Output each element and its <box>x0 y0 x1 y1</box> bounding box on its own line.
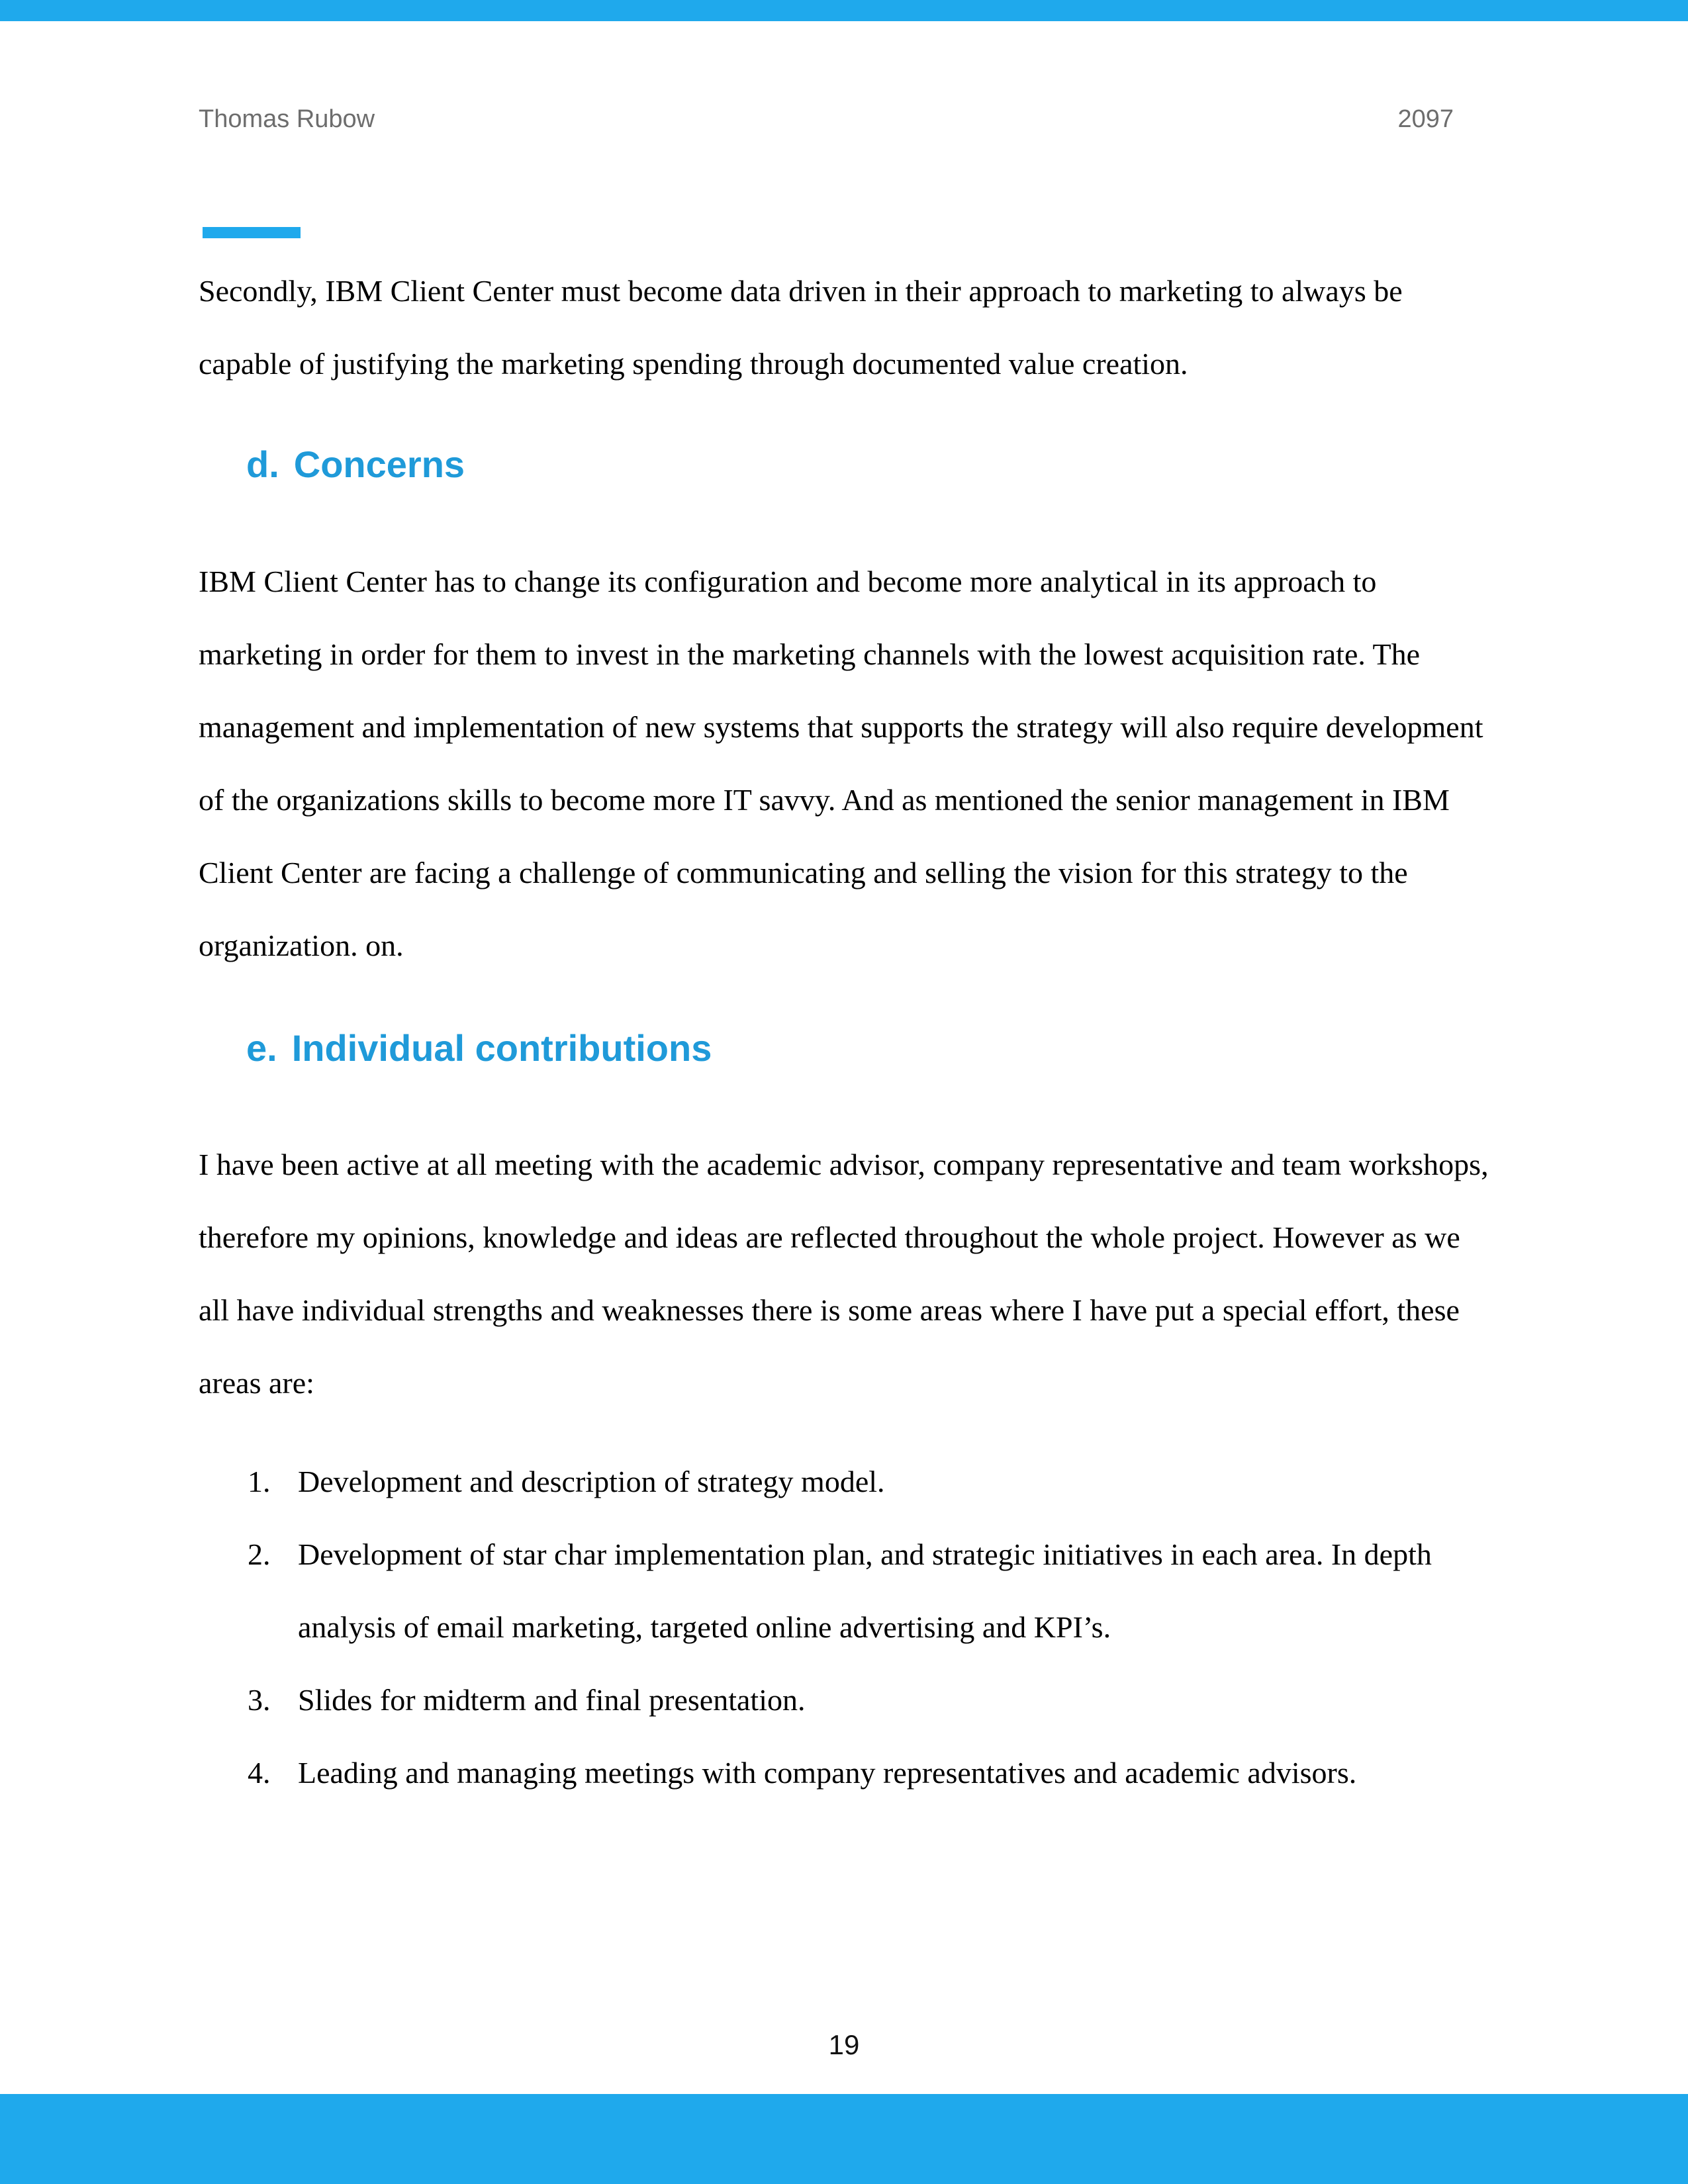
list-item <box>199 1737 1496 1809</box>
heading-concerns <box>246 438 465 491</box>
list-item <box>199 1518 1496 1664</box>
list-item <box>199 1664 1496 1737</box>
list-item-text: Development of star char implementation plan, and strategic initiatives in each area. In depth analysis of email marketing, targeted online advertising and KPI’s. <box>298 1537 1432 1644</box>
header-author: Thomas Rubow <box>199 105 375 133</box>
list-item-text: Leading and managing meetings with company representatives and academic advisors. <box>298 1756 1357 1790</box>
list-item-text: Slides for midterm and final presentation. <box>298 1683 806 1717</box>
heading-contributions <box>246 1022 712 1075</box>
heading-concerns-text: Concerns <box>293 443 465 485</box>
list-item-number: 3. <box>248 1683 271 1717</box>
heading-contributions-text: Individual contributions <box>291 1027 712 1069</box>
list-item-number: 4. <box>248 1756 271 1790</box>
list-item-text: Development and description of strategy model. <box>298 1465 885 1498</box>
list-item <box>199 1445 1496 1518</box>
heading-concerns-letter: d. <box>246 443 279 485</box>
concerns-paragraph: IBM Client Center has to change its configuration and become more analytical in its approach to marketing in order for them to invest in the marketing channels with the lowest acquisition rate. The management and implementation of new systems that supports the strategy will also require development of the organizations skills to become more IT savvy. And as mentioned the senior management in IBM Client Center are facing a challenge of communicating and selling the vision for this strategy to the organization. on. <box>199 565 1483 962</box>
bottom-accent-bar <box>0 2094 1688 2184</box>
contributions-paragraph: I have been active at all meeting with the academic advisor, company representative and team workshops, therefore my opinions, knowledge and ideas are reflected throughout the whole project. However as we all have individual strengths and weaknesses there is some areas where I have put a special effort, these areas are: <box>199 1148 1489 1400</box>
page-number: 19 <box>828 2029 860 2060</box>
list-item-number: 1. <box>248 1465 271 1498</box>
heading-contributions-letter: e. <box>246 1027 277 1069</box>
list-item-number: 2. <box>248 1537 271 1571</box>
top-accent-bar <box>0 0 1688 21</box>
accent-rule <box>203 227 301 238</box>
header-number: 2097 <box>1397 105 1454 133</box>
intro-paragraph: Secondly, IBM Client Center must become data driven in their approach to marketing to always be capable of justifying the marketing spending through documented value creation. <box>199 274 1403 381</box>
contributions-list <box>199 1445 1496 1809</box>
